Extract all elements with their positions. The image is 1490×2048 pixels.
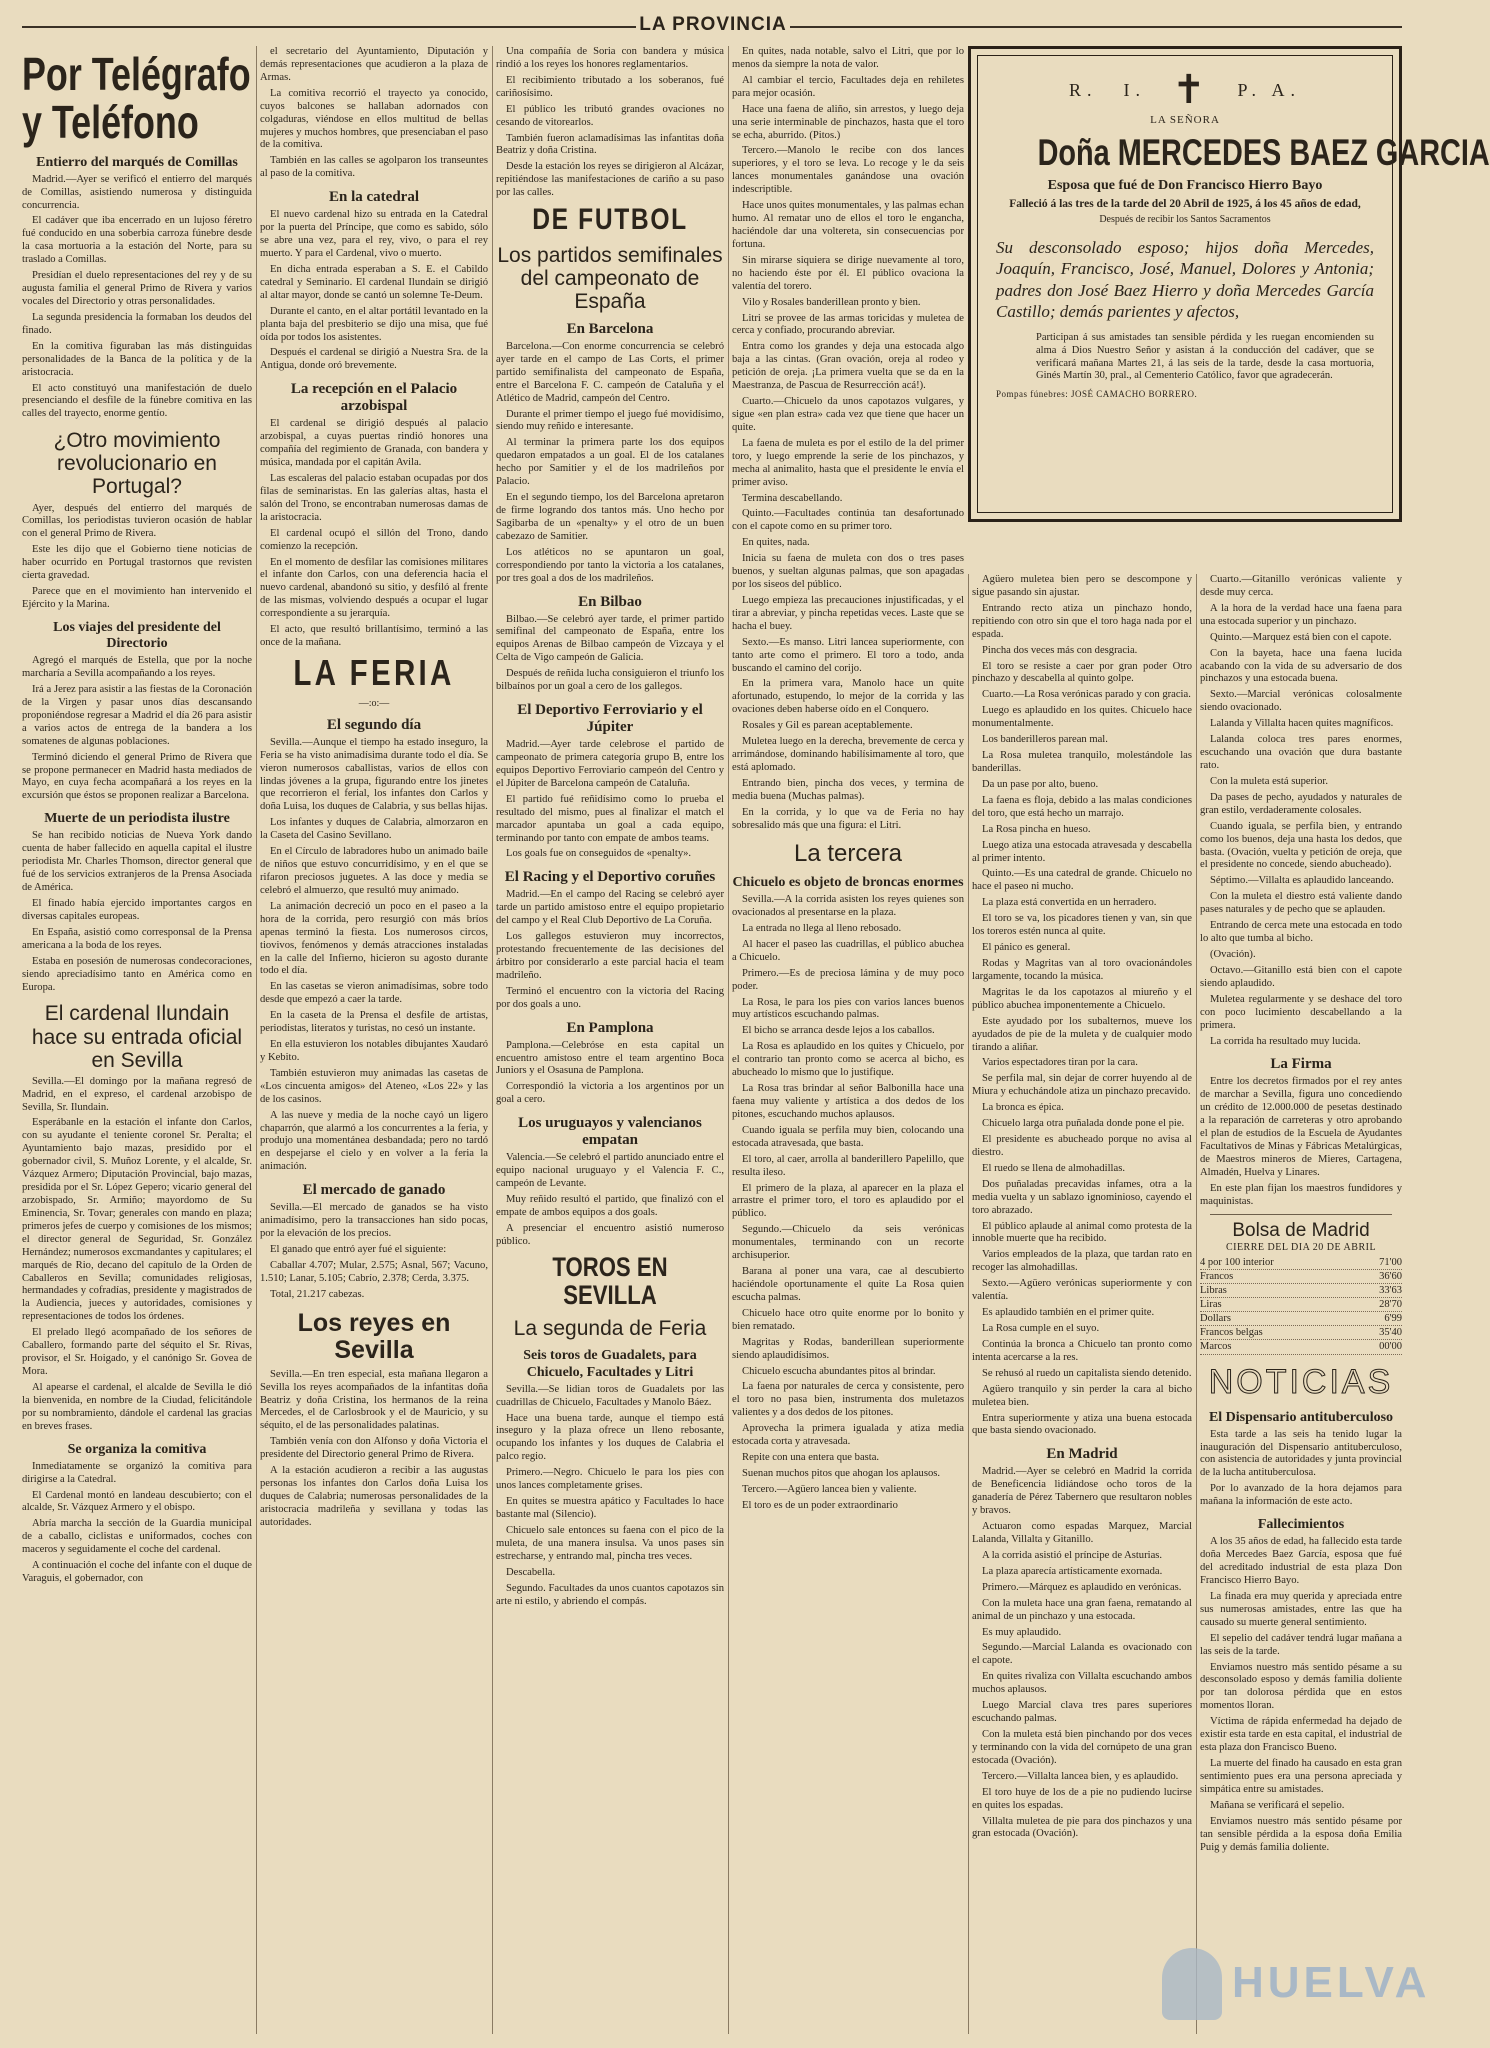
table-row [1200, 1284, 1402, 1298]
paragraph: Al hacer el paseo las cuadrillas, el público abuchea a Chicuelo. [732, 938, 964, 963]
article-title: El Racing y el Deportivo coruñes [504, 869, 716, 886]
paragraph: Este ayudado por los subalternos, mueve los ayudados de pie de la muleta y de cualquier modo tirando a aliñar. [972, 1015, 1192, 1053]
paragraph: Quinto.—Marquez está bien con el capote. [1210, 631, 1392, 643]
paragraph: Repite con una entera que basta. [742, 1452, 880, 1464]
paragraph: El cadáver que iba encerrado en un lujoso féretro fué conducido en una soberbia carroza fúnebre desde la casa mortuoria a la estación del Norte, para su traslado a Comillas. [22, 215, 252, 266]
obituary-notice [968, 46, 1490, 522]
table-row [1200, 1340, 1402, 1354]
paragraph: Hace una buena tarde, aunque el tiempo está inseguro y la plaza ofrece un lleno rebosante, ocupando los infantes y los duques de Calabria el palco regio. [496, 1412, 724, 1463]
paragraph: A los 35 años de edad, ha fallecido esta tarde doña Mercedes Baez García, esposa que fué del acreditado industrial de esta plaza Don Francisco Hierro Bayo. [1200, 1536, 1402, 1586]
paragraph: Bilbao.—Se celebró ayer tarde, el primer partido semifinal del campeonato de España, entre los equipos Arenas de Bilbao campeón de Vizcaya y el Celta de Vigo campeón de Galicia. [496, 613, 724, 664]
paragraph: Lalanda y Villalta hacen quites magníficos. [1210, 718, 1394, 730]
paragraph: Los goals fue on conseguidos de «penalty». [506, 848, 692, 860]
paragraph: Muletea regularmente y se deshace del toro con poco lucimiento descabellando a la primera. [1200, 993, 1402, 1031]
paragraph: Con la bayeta, hace una faena lucida acabando con la vida de su adversario de dos pinchazos y una estocada buena. [1200, 647, 1402, 685]
column-divider [728, 46, 729, 2034]
paragraph: En el Círculo de labradores hubo un animado baile de niños que estuvo concurridísimo, y en el que se rifaron preciosos juguetes. A las doce y media se celebró el almuerzo, que resultó muy animado. [260, 846, 488, 896]
paragraph: Parece que en el movimiento han intervenido el Ejército y la Marina. [22, 586, 252, 611]
paragraph: Da un pase por alto, bueno. [982, 778, 1099, 790]
paragraph: Luego empieza las precauciones injustificadas, y el tirar a abreviar, y pincha repetidas veces. Laste que se hacha el buey. [732, 594, 964, 632]
obituary-death-date: Falleció á las tres de la tarde del 20 Abril de 1925, á los 45 años de edad, [1009, 198, 1361, 210]
paragraph: Desde la estación los reyes se dirigieron al Alcázar, repitiéndose las manifestaciones de cariño a su paso por las calles. [496, 161, 724, 199]
paragraph: Con la muleta está bien pinchando por dos veces y terminando con la vida del cornúpeto de una gran estocada (Ovación). [972, 1728, 1192, 1766]
paragraph: Correspondió la victoria a los argentinos por un goal a cero. [496, 1081, 724, 1106]
paragraph: Termina descabellando. [742, 492, 843, 504]
row-value: 00'00 [1379, 1341, 1402, 1353]
paragraph: Esperábanle en la estación el infante don Carlos, con su ayudante el teniente coronel Sr. Peralta; el Ayuntamiento bajo mazas, presidido por el gobernador civil, S. Muñoz Lorente, y el alcalde, Sr. Vázquez Armero; Diputación Provincial, bajo mazas, presidida por el Sr. López Gepero; vicario general del arzobispado, Sr. Armiño; mayordomo de Su Eminencia, Sr. Tovar; generales con mando en plaza; primeros jefes de cuerpo y comisiones de los mismos; el director general de Seguridad, Sr. González Hernández; numerosos excmandantes y capitulares; el marqués de Rio, decano del capítulo de la Orden de Caballeros en Sevilla; comunidades religiosas, hermandades y cofradías, presidente y magistrados de la Audiencia, jueces y autoridades, comisiones y representaciones de todos los órdenes. [22, 1117, 252, 1323]
paragraph: A la estación acudieron a recibir a las augustas personas los infantes don Carlos doña Luisa los duques de Calabria; numerosas personalidades de la aristocracia madrileña y sevillana y todas las autoridades. [260, 1465, 488, 1528]
row-value: 36'60 [1379, 1270, 1402, 1282]
paragraph: Madrid.—En el campo del Racing se celebró ayer tarde un partido amistoso entre el equipo propietario del campo y el Real Club Deportivo de La Coruña. [496, 889, 724, 927]
paragraph: Inmediatamente se organizó la comitiva para dirigirse a la Catedral. [22, 1460, 252, 1485]
row-value: 33'63 [1379, 1284, 1402, 1296]
paragraph: Quinto.—Facultades continúa tan desafortunado con el capote como en su primer toro. [732, 508, 964, 533]
article-title: Entierro del marqués de Comillas [36, 154, 238, 170]
row-label: Francos [1200, 1270, 1234, 1282]
paragraph: Se rehusó al ruedo un capitalista siendo detenido. [982, 1367, 1192, 1379]
paragraph: La segunda presidencia la formaban los deudos del finado. [22, 311, 252, 336]
column-6 [1200, 574, 1402, 2034]
paragraph: Suenan muchos pitos que ahogan los aplausos. [742, 1467, 941, 1479]
paragraph: Litri se provee de las armas toricidas y muletea de cerca y confiado, procurando abreviar. [732, 312, 964, 337]
paragraph: Cuarto.—Gitanillo verónicas valiente y desde muy cerca. [1200, 574, 1402, 598]
paragraph: Chicuelo escucha abundantes pitos al brindar. [742, 1365, 936, 1377]
paragraph: El toro se va, los picadores tienen y van, sin que los toreros estén nunca al quite. [972, 913, 1192, 938]
paragraph: En España, asistió como corresponsal de la Prensa americana a la boda de los reyes. [22, 926, 252, 951]
paragraph: Con la muleta el diestro está valiente dando pases naturales y de pecho que se aplauden. [1200, 891, 1402, 916]
paragraph: Este les dijo que el Gobierno tiene noticias de haber ocurrido en Portugal trastornos que revisten cierta gravedad. [22, 544, 252, 582]
obituary-spouse: Esposa que fué de Don Francisco Hierro Bayo [1047, 178, 1323, 193]
paragraph: Agüero muletea bien pero se descompone y sigue pasando sin ajustar. [972, 574, 1192, 598]
paragraph: Irá a Jerez para asistir a las fiestas de la Coronación de la Virgen y pasar unos días descansando proponiéndose regresar a Madrid el día 26 para asistir a varios actos de entrega de la bandera a los somatenes de algunas poblaciones. [22, 683, 252, 747]
article-title: Los uruguayos y valencianos empatan [518, 1115, 702, 1149]
paragraph: Se han recibido noticias de Nueva York dando cuenta de haber fallecido en aquella capital el ilustre periodista Mr. Charles Thomson, director general que fué de los servicios extranjeros de la Prensa Asociada de América. [22, 830, 252, 894]
paragraph: El cardenal se dirigió después al palacio arzobispal, a cuyas puertas rindió honores una compañía del regimiento de Granada, con bandera y música, mandada por el capitán Avila. [260, 418, 488, 469]
row-value: 28'70 [1379, 1299, 1402, 1311]
article-title: En Pamplona [566, 1019, 654, 1036]
article-title: ¿Otro movimiento revolucionario en Portugal? [53, 429, 221, 499]
paragraph: Se perfila mal, sin dejar de correr huyendo al de Miura y echuchándole atiza un pinchazo precavido. [972, 1073, 1192, 1098]
paragraph: Sevilla.—En tren especial, esta mañana llegaron a Sevilla los reyes acompañados de la infantitas doña Beatriz y doña Cristina, los hermanos de la reina Mercedes, el de Carlosbrook y el de Mauricio, y su séquito, el de las personalidades palatinas. [260, 1368, 488, 1432]
paragraph: Sevilla.—A la corrida asisten los reyes quienes son ovacionados al presentarse en la plaza. [732, 894, 964, 919]
headline-la-tercera: La tercera [793, 839, 903, 867]
paragraph: El acto constituyó una manifestación de duelo presenciando el desfile de la fúnebre comitiva en las calles del trayecto, enorme gentío. [22, 382, 252, 420]
cross-icon: ✝ [1171, 67, 1212, 112]
paragraph: A presenciar el encuentro asistió numeroso público. [496, 1222, 724, 1247]
paragraph: En el momento de desfilar las comisiones militares el infante don Carlos, con una deferencia hacia el nuevo cardenal, abandonó su sitio, y desfiló al frente de las mismas, volviendo después a ocupar el lugar correspondiente a su jerarquía. [260, 556, 488, 620]
table-row [1200, 1270, 1402, 1284]
paragraph: Inicia su faena de muleta con dos o tres pases buenos, y sueltan algunas palmas, que son apagadas por los siseos del público. [732, 553, 964, 591]
paragraph: Madrid.—Ayer se celebró en Madrid la corrida de Beneficencia lidiándose ocho toros de la ganadería de Pérez Tabernero que resultaron nobles y bravos. [972, 1466, 1192, 1517]
paragraph: Barana al poner una vara, cae al descubierto haciéndole oportunamente el quite La Rosa quien escucha palmas. [732, 1266, 964, 1303]
paragraph: Continúa la bronca a Chicuelo tan pronto como intenta acercarse a la res. [972, 1338, 1192, 1363]
newspaper-page [22, 14, 1490, 2034]
paragraph: El primero de la plaza, al aparecer en la plaza el arrastre el primer toro, el toro es aplaudido por el público. [732, 1182, 964, 1220]
paragraph: Chicuelo hace otro quite enorme por lo bonito y bien rematado. [732, 1307, 964, 1332]
paragraph: Tercero.—Manolo le recibe con dos lances superiores, y el toro se leva. Lo recoge y le da seis lances monumentales ganándose una ovación indescriptible. [732, 145, 964, 196]
paragraph: El toro, al caer, arrolla al banderillero Papelillo, que resulta ileso. [732, 1153, 964, 1178]
row-value: 71'00 [1379, 1256, 1402, 1268]
paragraph: Los banderilleros parean mal. [982, 734, 1108, 746]
paragraph: Aprovecha la primera igualada y atiza media estocada corta y atravesada. [732, 1423, 964, 1448]
paragraph: Segundo. Facultades da unos cuantos capotazos sin arte ni estilo, y abriendo el compás. [496, 1582, 724, 1607]
article-title: Los reyes en Sevilla [297, 1308, 451, 1365]
divider [1210, 1214, 1392, 1215]
paragraph: Entrando bien, pincha dos veces, y termina de media buena (Muchas palmas). [732, 777, 964, 802]
paragraph: También fueron aclamadísimas las infantitas doña Beatriz y doña Cristina. [496, 132, 724, 157]
paragraph: Enviamos nuestro más sentido pésame a su desconsolado esposo y demás familia doliente por tan dolorosa pérdida que en estos momentos lloran. [1200, 1661, 1402, 1712]
paragraph: Sevilla.—Se lidian toros de Guadalets por las cuadrillas de Chicuelo, Facultades y Manolo Báez. [496, 1383, 724, 1408]
paragraph: Magritas le da los capotazos al miureño y el público abuchea imponentemente a Chicuelo. [972, 986, 1192, 1011]
rip-pa: P. A. [1237, 79, 1302, 100]
article-subtitle: La segunda de Feria [513, 1317, 707, 1341]
paragraph: En la comitiva figuraban las más distinguidas personalidades de la Banca de la política y de la aristocracia. [22, 340, 252, 378]
paragraph: Primero.—Márquez es aplaudido en verónicas. [982, 1581, 1182, 1593]
paragraph: El prelado llegó acompañado de los señores de Caballero, formando parte del séquito el Sr. Rivas, provisor, el Sr. Hoigado, y el canónigo Sr. Govea de Mora. [22, 1327, 252, 1377]
paragraph: El presidente es abucheado porque no avisa al diestro. [972, 1134, 1192, 1158]
column-4 [732, 46, 964, 2034]
paragraph: Esta tarde a las seis ha tenido lugar la inauguración del Dispensario antituberculoso, con asistencia de autoridades y junta provincial de la lucha antituberculosa. [1200, 1428, 1402, 1479]
obituary-family: Su desconsolado esposo; hijos doña Mercedes, Joaquín, Francisco, José, Manuel, Dolores y Antonia; padres don José Baez Hierro y doña Mercedes García Castillo; demás parientes y afectos, [996, 238, 1374, 321]
row-label: Libras [1200, 1284, 1227, 1296]
paragraph: Por lo avanzado de la hora dejamos para mañana la información de este acto. [1200, 1483, 1402, 1508]
stock-exchange-date: CIERRE DEL DIA 20 DE ABRIL [1225, 1241, 1377, 1253]
obituary-request: Participan á sus amistades tan sensible pérdida y les ruegan encomienden su alma á Dios Nuestro Señor y asistan á la conducción del cadáver, que se verificará mañana Martes 21, á las seis de la tarde, desde la casa mortuoria, Ginés Martín 30, pral., al Cementerio Católico, favor que agradecerán. [1036, 332, 1374, 382]
paragraph: El ganado que entró ayer fué el siguiente: [270, 1244, 447, 1256]
paragraph: También venía con don Alfonso y doña Victoria el presidente del Directorio general Primo de Rivera. [260, 1436, 488, 1461]
table-row [1200, 1326, 1402, 1340]
paragraph: En el segundo tiempo, los del Barcelona apretaron de firme logrando dos tantos más. Uno hecho por Sagibarba de un «penalty» y el otro de un buen cabezazo de Samitier. [496, 492, 724, 542]
paragraph: En quites se muestra apático y Facultades lo hace bastante mal (Silencio). [496, 1496, 724, 1520]
column-divider [1196, 574, 1197, 2034]
paragraph: Con la muleta hace una gran faena, rematando al animal de un pinchazo y una estocada. [972, 1597, 1192, 1622]
paragraph: Rosales y Gil es parean aceptablemente. [742, 720, 913, 732]
paragraph: Sexto.—Agüero verónicas superiormente y con valentía. [972, 1278, 1192, 1303]
article-title: En la catedral [329, 189, 419, 206]
paragraph: La faena es floja, debido a las malas condiciones del toro, que está hecho un marrajo. [972, 794, 1192, 819]
paragraph: El toro es de un poder extraordinario [742, 1499, 898, 1511]
paragraph: La bronca es épica. [982, 1102, 1064, 1114]
stock-exchange-title: Bolsa de Madrid [1232, 1219, 1370, 1241]
paragraph: Agregó el marqués de Estella, que por la noche marcharía a Sevilla acompañando a los reyes. [22, 655, 252, 680]
paragraph: En las casetas se vieron animadísimas, sobre todo desde que empezó a caer la tarde. [260, 981, 488, 1006]
paragraph: Es aplaudido también en el primer quite. [982, 1307, 1155, 1319]
paragraph: A continuación el coche del infante con el duque de Varaguis, el gobernador, con [22, 1560, 252, 1585]
column-2 [260, 46, 488, 2034]
paragraph: Los gallegos estuvieron muy incorrectos, protestando frecuentemente de las decisiones del árbitro por considerarlo a este parcial hacia el team madrileño. [496, 931, 724, 981]
paragraph: Sin mirarse siquiera se dirige nuevamente al toro, no haciendo éste por él. El público ovaciona la valentía del torero. [732, 254, 964, 292]
article-title: Seis toros de Guadalets, para Chicuelo, Facultades y Litri [523, 1348, 697, 1380]
article-title: El segundo día [326, 716, 422, 733]
article-title: Muerte de un periodista ilustre [44, 811, 230, 827]
paragraph: Lalanda coloca tres pares enormes, escuchando una ovación que dura bastante rato. [1200, 734, 1402, 771]
masthead [22, 14, 1402, 40]
paragraph: Hace una faena de aliño, sin arrestos, y luego deja una serie interminable de pinchazos, hasta que el toro se echa, aburrido. (Pitos.) [732, 103, 964, 141]
paragraph: Al cambiar el tercio, Facultades deja en rehiletes para mejor ocasión. [732, 74, 964, 99]
paragraph: La Rosa tras brindar al señor Balbonilla hace una faena muy valiente y artística a dos dedos de los pitones, escuchando muchos aplausos. [732, 1083, 964, 1120]
paragraph: Magritas y Rodas, banderillean superiormente siendo aplaudidísimos. [732, 1336, 964, 1361]
paragraph: Segundo.—Marcial Lalanda es ovacionado con el capote. [972, 1642, 1192, 1667]
paragraph: Sevilla.—Aunque el tiempo ha estado inseguro, la Feria se ha visto animadísima durante todo el día. Se vieron numerosos caballistas, varios de ellos con lindas jóvenes a la grupa, figurando entre los jinetes que recorrieron el ferial, los infantes don Carlos y doña Luisa, los duques de Calabria, y sus bellas hijas. [260, 736, 488, 813]
paragraph: Segundo.—Chicuelo da seis verónicas monumentales, terminando con un recorte archisuperior. [732, 1224, 964, 1262]
paragraph: En dicha entrada esperaban a S. E. el Cabildo catedral y Seminario. El cardenal Ilundain se dirigió al altar mayor, donde se cantó un solemne Te-Deum. [260, 263, 488, 301]
article-title: La Firma [1270, 1056, 1332, 1073]
paragraph: Durante el canto, en el altar portátil levantado en la planta baja del presbiterio se dijo una misa, que fué oída por todos los asistentes. [260, 305, 488, 343]
paragraph: Rodas y Magritas van al toro ovacionándoles largamente, tocando la música. [972, 957, 1192, 982]
paragraph: A la hora de la verdad hace una faena para una estocada superior y un pinchazo. [1200, 602, 1402, 627]
paragraph: Tercero.—Agüero lancea bien y valiente. [742, 1483, 917, 1495]
article-title: El mercado de ganado [302, 1182, 446, 1199]
paragraph: Víctima de rápida enfermedad ha dejado de existir esta tarde en esta capital, el industrial de esta plaza don Francisco Bueno. [1200, 1716, 1402, 1754]
paragraph: En quites, nada notable, salvo el Litri, que por lo menos da siempre la nota de valor. [732, 46, 964, 70]
paragraph: Séptimo.—Villalta es aplaudido lanceando. [1210, 875, 1394, 887]
row-label: 4 por 100 interior [1200, 1256, 1274, 1268]
paragraph: La Rosa cumple en el suyo. [982, 1323, 1100, 1335]
table-row [1200, 1312, 1402, 1326]
table-row [1200, 1298, 1402, 1312]
paragraph: El público aplaude al animal como protesta de la innoble muerte que ha recibido. [972, 1220, 1192, 1245]
paragraph: En ella estuvieron los notables dibujantes Xaudaró y Kebito. [260, 1039, 488, 1063]
archive-stamp [1162, 1944, 1431, 2024]
paragraph: Es muy aplaudido. [982, 1626, 1062, 1638]
paragraph: Sexto.—Es manso. Litri lancea superiormente, con tanto arte como el primero. El toro a todo, anda buscando el camino del corijo. [732, 636, 964, 674]
article-subtitle: Chicuelo es objeto de broncas enormes [732, 875, 964, 891]
paragraph: Estaba en posesión de numerosas condecoraciones, siendo apreciadísimo tanto en América como en Europa. [22, 955, 252, 993]
paragraph: El toro huye de los de a pie no pudiendo lucirse en quites los espadas. [972, 1786, 1192, 1811]
paragraph: Entra superiormente y atiza una buena estocada que basta siendo ovacionado. [972, 1412, 1192, 1437]
paragraph: La corrida ha resultado muy lucida. [1210, 1035, 1361, 1047]
paragraph: En este plan fijan los maestros fundidores y maquinistas. [1200, 1182, 1402, 1207]
column-5 [972, 574, 1192, 2034]
column-3 [496, 46, 724, 2034]
headline-toros-en-sevilla: TOROS EN SEVILLA [552, 1251, 668, 1311]
paragraph: Barcelona.—Con enorme concurrencia se celebró ayer tarde en el campo de Las Corts, el primer partido semifinalista del campeonato de España, entre el Barcelona F. C. campeón de Cataluña y el Atlético de Madrid, campeón del Centro. [496, 340, 724, 404]
paragraph: Ayer, después del entierro del marqués de Comillas, los periodistas tuvieron ocasión de hablar con el general Primo de Rivera. [22, 502, 252, 540]
stock-exchange-table [1200, 1256, 1402, 1355]
paragraph: Valencia.—Se celebró el partido anunciado entre el equipo nacional uruguayo y el Valencia F. C., campeón de Levante. [496, 1152, 724, 1190]
paragraph: Entrando recto atiza un pinchazo hondo, repitiendo con otro sin que el toro haga nada por el espada. [972, 602, 1192, 640]
paragraph: La faena de muleta es por el estilo de la del primer toro, y luego emprende la serie de los pinchazos, y mecha al animalito, hasta que el presidente le envía el primer aviso. [732, 437, 964, 488]
table-row [1200, 1256, 1402, 1270]
paragraph: El toro se resiste a caer por gran poder Otro pinchazo y descabella al quinto golpe. [972, 660, 1192, 685]
paragraph: Actuaron como espadas Marquez, Marcial Lalanda, Villalta y Gitanillo. [972, 1521, 1192, 1545]
paragraph: Las escaleras del palacio estaban ocupadas por dos filas de seminaristas. En las galerías altas, hasta el salón del Trono, se encontraban numerosas damas de la aristocracia. [260, 472, 488, 523]
paragraph: el secretario del Ayuntamiento, Diputación y demás representaciones que acudieron a la plaza de Armas. [260, 46, 488, 83]
paragraph: Madrid.—Ayer se verificó el entierro del marqués de Comillas, asistiendo numerosa y distinguida concurrencia. [22, 173, 252, 211]
ornament: —:o:— [358, 697, 390, 709]
archive-stamp-name: HUELVA [1232, 1958, 1431, 2007]
paragraph: Terminó el encuentro con la victoria del Racing por dos goals a uno. [496, 985, 724, 1010]
article-title: La recepción en el Palacio arzobispal [290, 381, 458, 415]
paragraph: Sexto.—Marcial verónicas colosalmente siendo ovacionado. [1200, 689, 1402, 714]
headline-noticias: NOTICIAS [1208, 1362, 1394, 1401]
paragraph: Cuarto.—Chicuelo da unos capotazos vulgares, y sigue «en plan estra» cada vez que tiene que hacer un quite. [732, 396, 964, 433]
paragraph: El pánico es general. [982, 942, 1071, 954]
paragraph: El público les tributó grandes ovaciones no cesando de vitorearlos. [496, 103, 724, 128]
paragraph: Mañana se verificará el sepelio. [1210, 1799, 1345, 1811]
column-divider [492, 46, 493, 2034]
row-value: 35'40 [1379, 1327, 1402, 1339]
obituary-honorific: LA SEÑORA [1150, 114, 1220, 126]
masthead-title: LA PROVINCIA [639, 14, 787, 35]
row-label: Liras [1200, 1299, 1222, 1311]
paragraph: Chicuelo sale entonces su faena con el pico de la muleta, de una manera insulsa. Va unos pases sin estrecharse, y entrando mal, pincha tres veces. [496, 1524, 724, 1562]
paragraph: El partido fué reñidísimo como lo prueba el resultado del mismo, pues al finalizar el match el marcador apuntaba un goal a cada equipo, terminando por tanto con empate de ambos teams. [496, 793, 724, 844]
paragraph: La Rosa pincha en hueso. [982, 823, 1091, 835]
paragraph: Entra como los grandes y deja una estocada algo baja a las cintas. (Gran ovación, oreja al rodeo y petición de oreja. ¡La primera vuelta que se da en la Maestranza, de Pascua de Resurrección acá!). [732, 341, 964, 392]
paragraph: El acto, que resultó brillantísimo, terminó a las once de la mañana. [260, 624, 488, 649]
row-label: Francos belgas [1200, 1327, 1263, 1339]
article-title: El Dispensario antituberculoso [1208, 1409, 1394, 1425]
article-title: El Deportivo Ferroviario y el Júpiter [517, 702, 703, 736]
paragraph: La Rosa, le para los pies con varios lances buenos muy artísticos escuchando palmas. [732, 996, 964, 1021]
paragraph: El cardenal ocupó el sillón del Trono, dando comienzo la recepción. [260, 527, 488, 552]
paragraph: Villalta muletea de pie para dos pinchazos y una gran estocada (Ovación). [972, 1815, 1192, 1840]
article-title: Fallecimientos [1257, 1517, 1345, 1533]
paragraph: Quinto.—Es una catedral de grande. Chicuelo no hace el paseo ni mucho. [972, 868, 1192, 893]
paragraph: Luego Marcial clava tres pares superiores escuchando palmas. [972, 1700, 1192, 1725]
rip-i: I. [1123, 79, 1146, 100]
paragraph: A la corrida asistió el príncipe de Asturias. [982, 1549, 1163, 1561]
paragraph: Cuarto.—La Rosa verónicas parado y con gracia. [982, 689, 1191, 701]
paragraph: También en las calles se agolparon los transeuntes al paso de la comitiva. [260, 155, 488, 180]
paragraph: El nuevo cardenal hizo su entrada en la Catedral por la puerta del Príncipe, que como es sabido, sólo se abre una vez, para el rey, vivo, o para el rey muerto. Y para el Cardenal, vivo o muerto. [260, 209, 488, 259]
paragraph: Terminó diciendo el general Primo de Rivera que se propone permanecer en Madrid hasta mediados de Mayo, en cuya fecha acompañará a los reyes en la excursión que éstos se proponen realizar a Barcelona. [22, 751, 252, 802]
paragraph: Vilo y Rosales banderillean pronto y bien. [742, 296, 921, 308]
paragraph: En quites rivaliza con Villalta escuchando ambos muchos aplausos. [972, 1671, 1192, 1696]
paragraph: Pamplona.—Celebróse en esta capital un encuentro amistoso entre el team argentino Boca Juniors y el Osasuna de Pamplona. [496, 1039, 724, 1077]
paragraph: Al terminar la primera parte los dos equipos quedaron empatados a un goal. El de los catalanes hecho por Samitier y el de los madrileños por Palacio. [496, 437, 724, 488]
paragraph: La Rosa es aplaudido en los quites y Chicuelo, por el contrario tan pronto como se acerca al bicho, es abucheado lo mismo que lo justifique. [732, 1041, 964, 1079]
paragraph: Cuando iguala se perfila muy bien, colocando una estocada atravesada, que basta. [732, 1124, 964, 1149]
paragraph: Muy reñido resultó el partido, que finalizó con el empate de ambos equipos a dos goals. [496, 1194, 724, 1218]
paragraph: La plaza está convertida en un herradero. [982, 897, 1157, 909]
paragraph: A las nueve y media de la noche cayó un ligero chaparrón, que alarmó a los concurrentes a la feria, y produjo una momentánea desbandada; pero no tardó en despejarse el cielo y en volver a la feria la animación. [260, 1109, 488, 1173]
paragraph: El recibimiento tributado a los soberanos, fué cariñosísimo. [496, 74, 724, 99]
paragraph: El sepelio del cadáver tendrá lugar mañana a las seis de la tarde. [1200, 1632, 1402, 1657]
paragraph: Da pases de pecho, ayudados y naturales de gran estilo, verdaderamente colosales. [1200, 791, 1402, 816]
paragraph: Varios empleados de la plaza, que tardan rato en recoger las almohadillas. [972, 1249, 1192, 1274]
paragraph: Tercero.—Villalta lancea bien, y es aplaudido. [982, 1770, 1179, 1782]
paragraph: Dos puñaladas precavidas infames, otra a la media vuelta y un sablazo ignominioso, cayendo el toro abrazado. [972, 1178, 1192, 1216]
headline-telegrafo: Por Telégrafo y Teléfono [22, 48, 251, 149]
paragraph: Chicuelo larga otra puñalada donde pone el pie. [982, 1118, 1185, 1130]
row-label: Dollars [1200, 1313, 1231, 1325]
paragraph: La plaza aparecía artísticamente exornada. [982, 1565, 1163, 1577]
paragraph: La finada era muy querida y apreciada entre sus numerosas amistades, entre las que ha causado su muerte general sentimiento. [1200, 1590, 1402, 1628]
paragraph: Luego atiza una estocada atravesada y descabella al primer intento. [972, 839, 1192, 864]
paragraph: (Ovación). [1210, 948, 1256, 960]
row-label: Marcos [1200, 1341, 1232, 1353]
paragraph: Una compañía de Soria con bandera y música rindió a los reyes los honores reglamentarios. [496, 46, 724, 70]
article-title: Se organiza la comitiva [67, 1441, 207, 1457]
paragraph: Caballar 4.707; Mular, 2.575; Asnal, 567; Vacuno, 1.510; Lanar, 5.105; Cabrío, 2.378; Cerda, 3.375. [260, 1259, 488, 1284]
column-divider [256, 46, 257, 2034]
masthead-rule-left [22, 26, 636, 28]
paragraph: Los atléticos no se apuntaron un goal, correspondiendo por tanto la victoria a los catalanes, por tres goal a dos de los madrileños. [496, 546, 724, 584]
paragraph: Abría marcha la sección de la Guardia municipal de a caballo, ciclistas e uniformados, coches con maceros y seguidamente el coche del cardenal. [22, 1518, 252, 1556]
paragraph: La muerte del finado ha causado en esta gran sentimiento pues era una persona apreciada y simpática entre su amistades. [1200, 1757, 1402, 1795]
obituary-name: Doña MERCEDES BAEZ GARCIA [1037, 132, 1490, 173]
paragraph: Madrid.—Ayer tarde celebrose el partido de campeonato de primera categoría grupo B, entre los equipos Deportivo Ferroviario campeón del Centro y el Júpiter de Barcelona campeón de Cataluña. [496, 739, 724, 789]
column-1 [22, 46, 252, 2034]
paragraph: Pincha dos veces más con desgracia. [982, 644, 1138, 656]
paragraph: La comitiva recorrió el trayecto ya conocido, cuyos balcones se hallaban adornados con colgaduras, viéndose en ellos multitud de bellas mujeres y muchos hombres, que presenciaban el paso de la comitiva. [260, 87, 488, 151]
paragraph: La faena por naturales de cerca y consistente, pero el toro no pasa bien, instrumenta dos muletazos valientes y a dos dedos de los pitones. [732, 1381, 964, 1419]
paragraph: En la corrida, y lo que va de Feria no hay sobresalido más que una figura: el Litri. [732, 806, 964, 831]
paragraph: En quites, nada. [742, 537, 810, 549]
article-subtitle: Los partidos semifinales del campeonato de España [497, 243, 723, 313]
paragraph: Sevilla.—El domingo por la mañana regresó de Madrid, en el expreso, el cardenal arzobispo de Sevilla, Sr. Ilundain. [22, 1075, 252, 1113]
paragraph: Luego es aplaudido en los quites. Chicuelo hace monumentalmente. [972, 705, 1192, 730]
paragraph: Entrando de cerca mete una estocada en todo lo alto que tumba al bicho. [1200, 920, 1402, 945]
paragraph: Descabella. [506, 1566, 556, 1578]
paragraph: Muletea luego en la derecha, brevemente de cerca y arrimándose, dominando habilísimamente al toro, que está aplomado. [732, 736, 964, 774]
article-title: Los viajes del presidente del Directorio [53, 619, 221, 652]
column-divider [968, 574, 969, 2034]
paragraph: Primero.—Es de preciosa lámina y de muy poco poder. [732, 967, 964, 992]
paragraph: Octavo.—Gitanillo está bien con el capote siendo aplaudido. [1200, 964, 1402, 989]
paragraph: Con la muleta está superior. [1210, 775, 1328, 787]
paragraph: Varios espectadores tiran por la cara. [982, 1057, 1138, 1069]
paragraph: La entrada no llega al lleno rebosado. [742, 922, 902, 934]
rip-r: R. [1068, 79, 1098, 100]
paragraph: Cuando iguala, se perfila bien, y entrando como los buenos, deja una hasta los dedos, que basta. (Ovación, vuelta y petición de oreja, que el presidente no concede, siendo abucheado). [1200, 820, 1402, 871]
paragraph: En la caseta de la Prensa el desfile de artistas, periodistas, literatos y turistas, no cesó un instante. [260, 1010, 488, 1035]
rip-line [996, 67, 1374, 112]
paragraph: Sevilla.—El mercado de ganados se ha visto animadísimo, pero la transacciones han sido pocas, por la elevación de los precios. [260, 1202, 488, 1240]
paragraph: Los infantes y duques de Calabria, almorzaron en la Caseta del Casino Sevillano. [260, 817, 488, 842]
paragraph: También estuvieron muy animadas las casetas de «Los cincuenta amigos» del Ateneo, «Los 22» y las de los casinos. [260, 1067, 488, 1105]
paragraph: El bicho se arranca desde lejos a los caballos. [742, 1025, 935, 1037]
obituary-funeral-home: Pompas fúnebres: JOSÉ CAMACHO BORRERO. [996, 389, 1198, 400]
paragraph: Entre los decretos firmados por el rey antes de marchar a Sevilla, figura uno concediendo un crédito de 12.000.000 de pesetas destinado a la reparación de carreteras y otro aprobando el plan de estudios de la Escuela de Ayudantes Facultativos de Minas y Fábricas Metalúrgicas, de Maestros mineros de Mieres, Cartagena, Almadén, Huelva y Linares. [1200, 1076, 1402, 1178]
paragraph: Hace unos quites monumentales, y las palmas echan humo. Al rematar uno de ellos el toro le engancha, haciéndole dar una voltereta, sin consecuencias por fortuna. [732, 200, 964, 250]
headline-la-feria: LA FERIA [293, 651, 455, 693]
paragraph: La animación decreció un poco en el paseo a la hora de la corrida, pero resurgió con más bríos apenas terminó la fiesta. Los numerosos circos, tiovivos, fenómenos y demás atracciones instaladas en la calle del Infierno, hicieron su agosto durante todo el día. [260, 900, 488, 977]
paragraph: Al apearse el cardenal, el alcalde de Sevilla le dió la bienvenida, en nombre de la Ciudad, felicitándole por su nombramiento, dándole el cardenal las gracias en breves frases. [22, 1381, 252, 1432]
paragraph: En la primera vara, Manolo hace un quite afortunado, estupendo, lo mejor de la corrida y las ovaciones deben haberse oído en el Conquero. [732, 678, 964, 716]
row-value: 6'99 [1384, 1313, 1402, 1325]
headline-de-futbol: DE FUTBOL [532, 203, 688, 237]
obituary-sacraments: Después de recibir los Santos Sacramentos [1099, 214, 1271, 225]
paragraph: Después de reñida lucha consiguieron el triunfo los bilbaínos por un goal a cero de los gallegos. [496, 668, 724, 693]
masthead-rule-right [790, 26, 1402, 28]
obituary-frame [977, 55, 1490, 513]
paragraph: El Cardenal montó en landeau descubierto; con el alcalde, Sr. Vázquez Armero y el obispo. [22, 1489, 252, 1514]
paragraph: Agüero tranquilo y sin perder la cara al bicho muletea bien. [972, 1383, 1192, 1408]
paragraph: El finado había ejercido importantes cargos en diversas capitales europeas. [22, 897, 252, 922]
paragraph: Primero.—Negro. Chicuelo le para los pies con unos lances completamente grises. [496, 1467, 724, 1492]
paragraph: El ruedo se llena de almohadillas. [982, 1162, 1125, 1174]
article-title: El cardenal Ilundain hace su entrada oficial en Sevilla [31, 1002, 243, 1072]
article-title: En Barcelona [566, 320, 654, 337]
city-seal-icon [1162, 1948, 1222, 2020]
paragraph: La Rosa muletea tranquilo, molestándole las banderillas. [972, 750, 1192, 774]
paragraph: Presidían el duelo representaciones del rey y de su augusta familia el general Primo de Rivera y varios vocales del Directorio y otras personalidades. [22, 270, 252, 307]
article-title: En Bilbao [578, 593, 642, 610]
paragraph: Total, 21.217 cabezas. [270, 1288, 365, 1300]
paragraph: Enviamos nuestro más sentido pésame por tan sensible pérdida a la esposa doña Emilia Puig y demás familia doliente. [1200, 1815, 1402, 1853]
article-title: En Madrid [1046, 1446, 1118, 1463]
paragraph: Durante el primer tiempo el juego fué movidísimo, siendo muy reñido e interesante. [496, 408, 724, 433]
paragraph: Después el cardenal se dirigió a Nuestra Sra. de la Antigua, donde oró brevemente. [260, 347, 488, 372]
